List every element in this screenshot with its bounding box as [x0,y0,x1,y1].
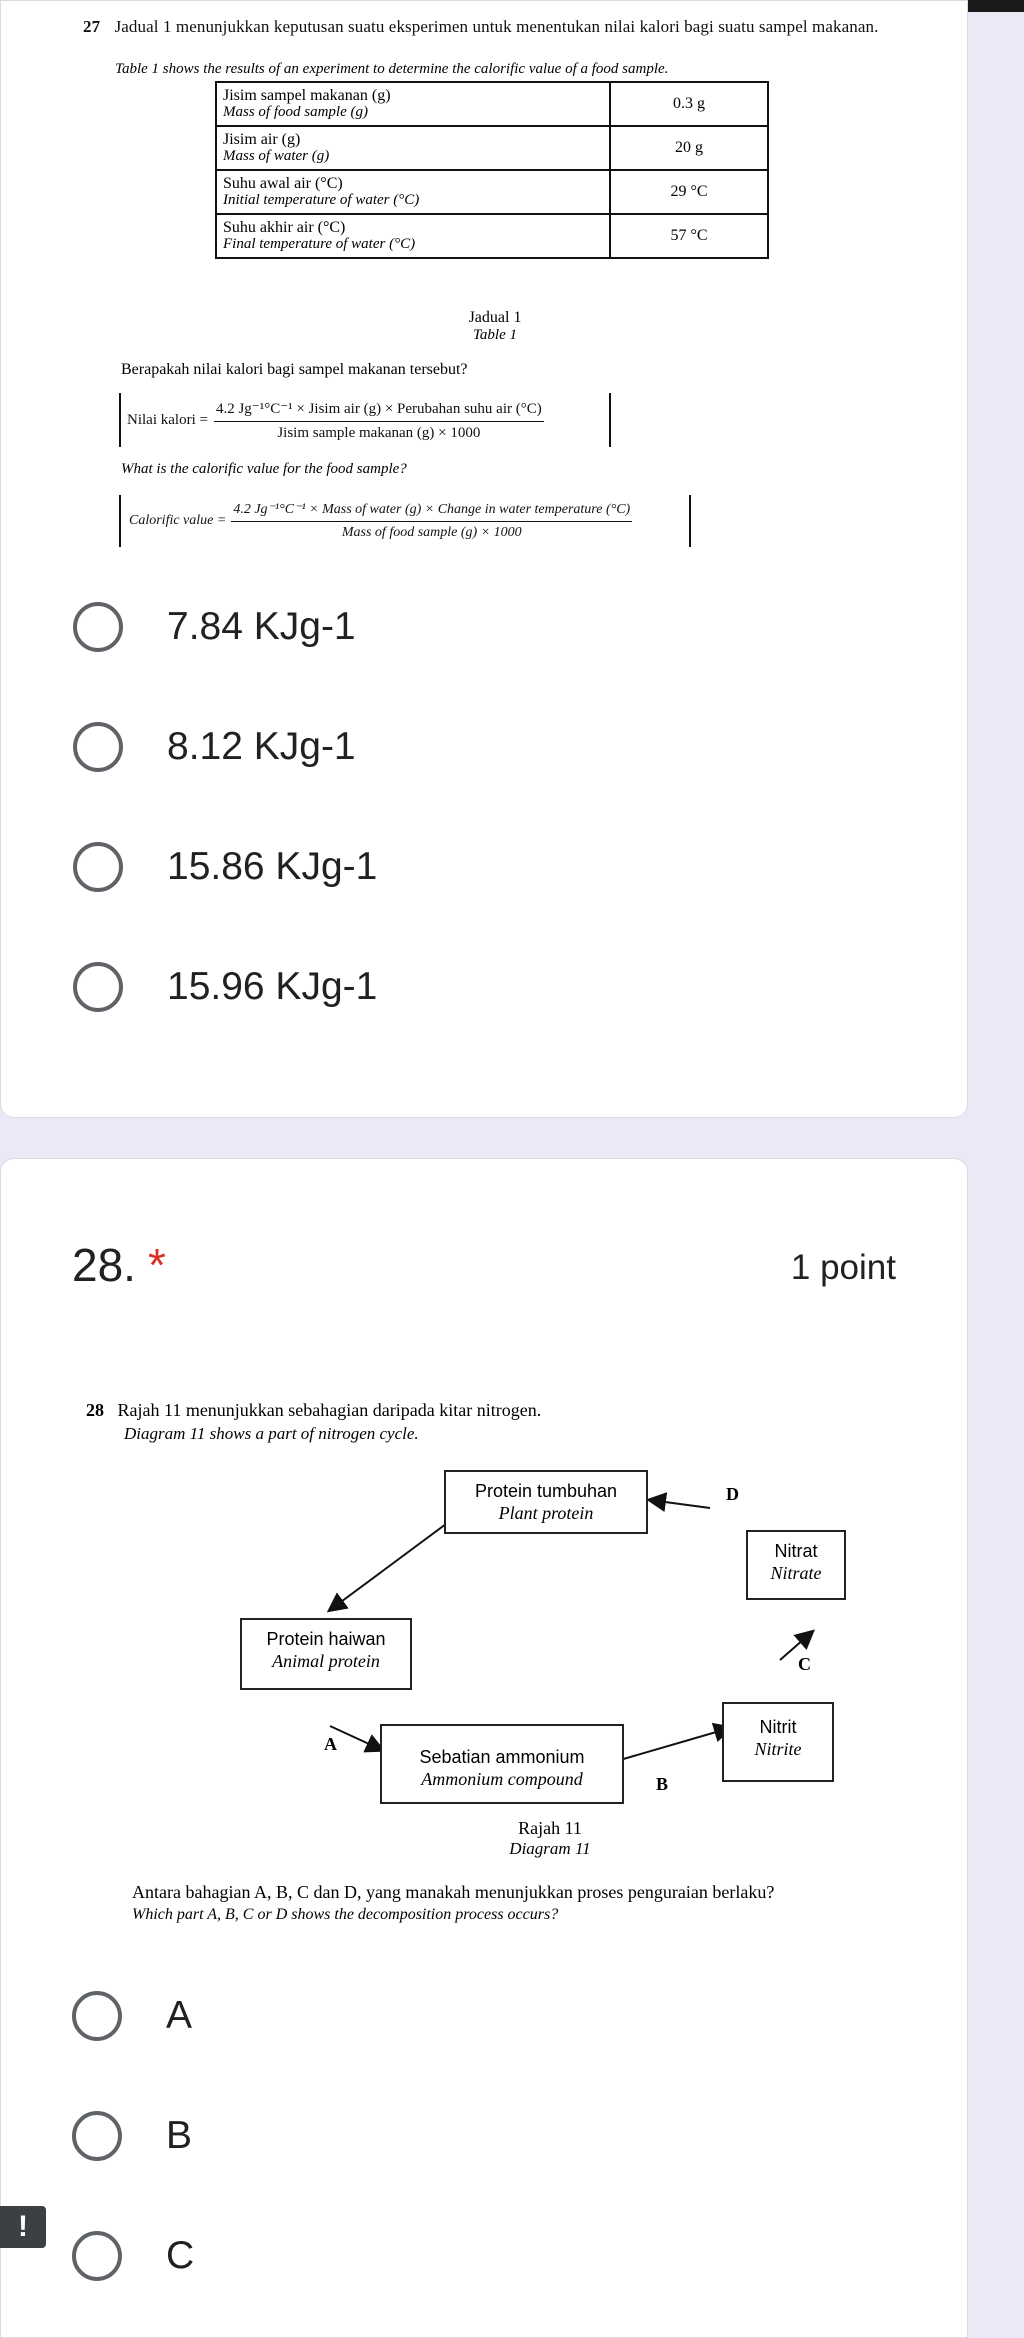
box-ammonium-ms: Sebatian ammonium [419,1747,585,1767]
row-label [216,170,610,214]
q27-data-table [215,81,769,259]
option-15-86[interactable] [73,837,377,897]
row-value: 20 g [610,126,768,170]
option-7-84[interactable] [73,597,356,657]
option-label: B [166,2114,193,2157]
warning-icon[interactable]: ! [0,2206,46,2248]
q27-intro-ms: Jadual 1 menunjukkan keputusan suatu eksperimen untuk menentukan nilai kalori bagi suatu sampel makanan. [114,17,879,36]
label-a: A [324,1734,337,1754]
formula-en-numerator: 4.2 Jg⁻¹°C⁻¹ × Mass of water (g) × Change in water temperature (°C) [231,501,632,522]
box-animal-ms: Protein haiwan [266,1629,386,1649]
option-a[interactable] [72,1986,192,2046]
row-label-en: Initial temperature of water (°C) [223,192,420,208]
diagram-caption-ms: Rajah 11 [518,1818,582,1838]
box-animal-en: Animal protein [272,1651,380,1671]
radio-button[interactable] [72,2231,122,2281]
option-label: C [166,2234,195,2277]
row-label-en: Mass of food sample (g) [223,104,368,120]
q28-question-en: Which part A, B, C or D shows the decomposition process occurs? [132,1906,559,1923]
table-caption-ms: Jadual 1 [468,309,522,326]
box-nitrite [722,1702,834,1782]
table-row [216,82,768,126]
box-plant-protein [444,1470,648,1534]
option-label: 15.86 KJg-1 [167,845,378,888]
question-card-27 [0,0,968,1118]
option-label: 8.12 KJg-1 [167,725,356,768]
q28-number: 28 [86,1400,104,1420]
box-ammonium-compound [380,1724,624,1804]
radio-button[interactable] [73,722,123,772]
table-caption-en: Table 1 [472,327,518,343]
box-nitrate-ms: Nitrat [774,1541,818,1561]
question-number-text: 28. [72,1239,136,1291]
option-15-96[interactable] [73,957,377,1017]
q28-intro [86,1400,541,1421]
arrow-a [330,1726,382,1750]
row-label [216,82,610,126]
radio-button[interactable] [73,962,123,1012]
box-ammonium-en: Ammonium compound [421,1769,583,1789]
radio-button[interactable] [72,2111,122,2161]
q27-question-en: What is the calorific value for the food sample? [121,461,407,477]
label-c: C [798,1654,811,1674]
row-label-en: Final temperature of water (°C) [223,236,416,252]
row-label-en: Mass of water (g) [223,148,330,164]
q28-intro-ms: Rajah 11 menunjukkan sebahagian daripada kitar nitrogen. [117,1400,542,1420]
option-label: A [166,1994,193,2037]
option-label: 7.84 KJg-1 [167,605,356,648]
q27-question-ms: Berapakah nilai kalori bagi sampel makanan tersebut? [121,361,468,378]
q27-number: 27 [83,17,101,36]
option-b[interactable] [72,2106,192,2166]
points-label: 1 point [790,1248,896,1287]
option-label: 15.96 KJg-1 [167,965,378,1008]
box-plant-ms: Protein tumbuhan [474,1481,618,1501]
box-nitrate [746,1530,846,1600]
formula-en [119,495,691,547]
box-nitrite-ms: Nitrit [759,1717,797,1737]
row-value: 29 °C [610,170,768,214]
radio-button[interactable] [73,602,123,652]
row-value: 57 °C [610,214,768,258]
q28-question-ms: Antara bahagian A, B, C dan D, yang manakah menunjukkan proses penguraian berlaku? [132,1882,775,1902]
radio-button[interactable] [72,1991,122,2041]
option-c[interactable] [72,2226,194,2286]
table-row [216,214,768,258]
formula-en-lhs: Calorific value = [129,513,227,528]
q27-intro-en: Table 1 shows the results of an experiment to determine the calorific value of a food sample. [115,61,669,77]
radio-button[interactable] [73,842,123,892]
box-animal-protein [240,1618,412,1690]
box-nitrate-en: Nitrate [770,1563,822,1583]
formula-en-denominator: Mass of food sample (g) × 1000 [341,525,522,540]
table-row [216,170,768,214]
diagram-caption-en: Diagram 11 [509,1839,591,1858]
row-value: 0.3 g [610,82,768,126]
label-d: D [726,1484,739,1504]
formula-ms-denominator: Jisim sample makanan (g) × 1000 [277,424,481,441]
row-label-ms: Jisim air (g) [223,131,301,148]
q27-intro [83,17,883,36]
q28-intro-en: Diagram 11 shows a part of nitrogen cycle. [124,1424,419,1443]
option-8-12[interactable] [73,717,356,777]
formula-ms-lhs: Nilai kalori = [127,411,208,428]
row-label [216,214,610,258]
diagram-caption [440,1818,660,1859]
row-label-ms: Suhu awal air (°C) [223,175,343,192]
formula-ms [119,393,611,447]
row-label-ms: Suhu akhir air (°C) [223,219,346,236]
required-asterisk: * [147,1239,166,1291]
arrow-d [650,1500,710,1508]
row-label-ms: Jisim sampel makanan (g) [223,87,391,104]
question-number [72,1238,166,1292]
label-b: B [656,1774,669,1794]
table-caption [385,309,605,344]
box-plant-en: Plant protein [498,1503,594,1523]
formula-ms-numerator: 4.2 Jg⁻¹°C⁻¹ × Jisim air (g) × Perubahan suhu air (°C) [214,399,544,422]
table-row [216,126,768,170]
box-nitrite-en: Nitrite [754,1739,802,1759]
arrow-b [620,1728,730,1760]
arrow-plant-to-animal [330,1524,446,1610]
row-label [216,126,610,170]
